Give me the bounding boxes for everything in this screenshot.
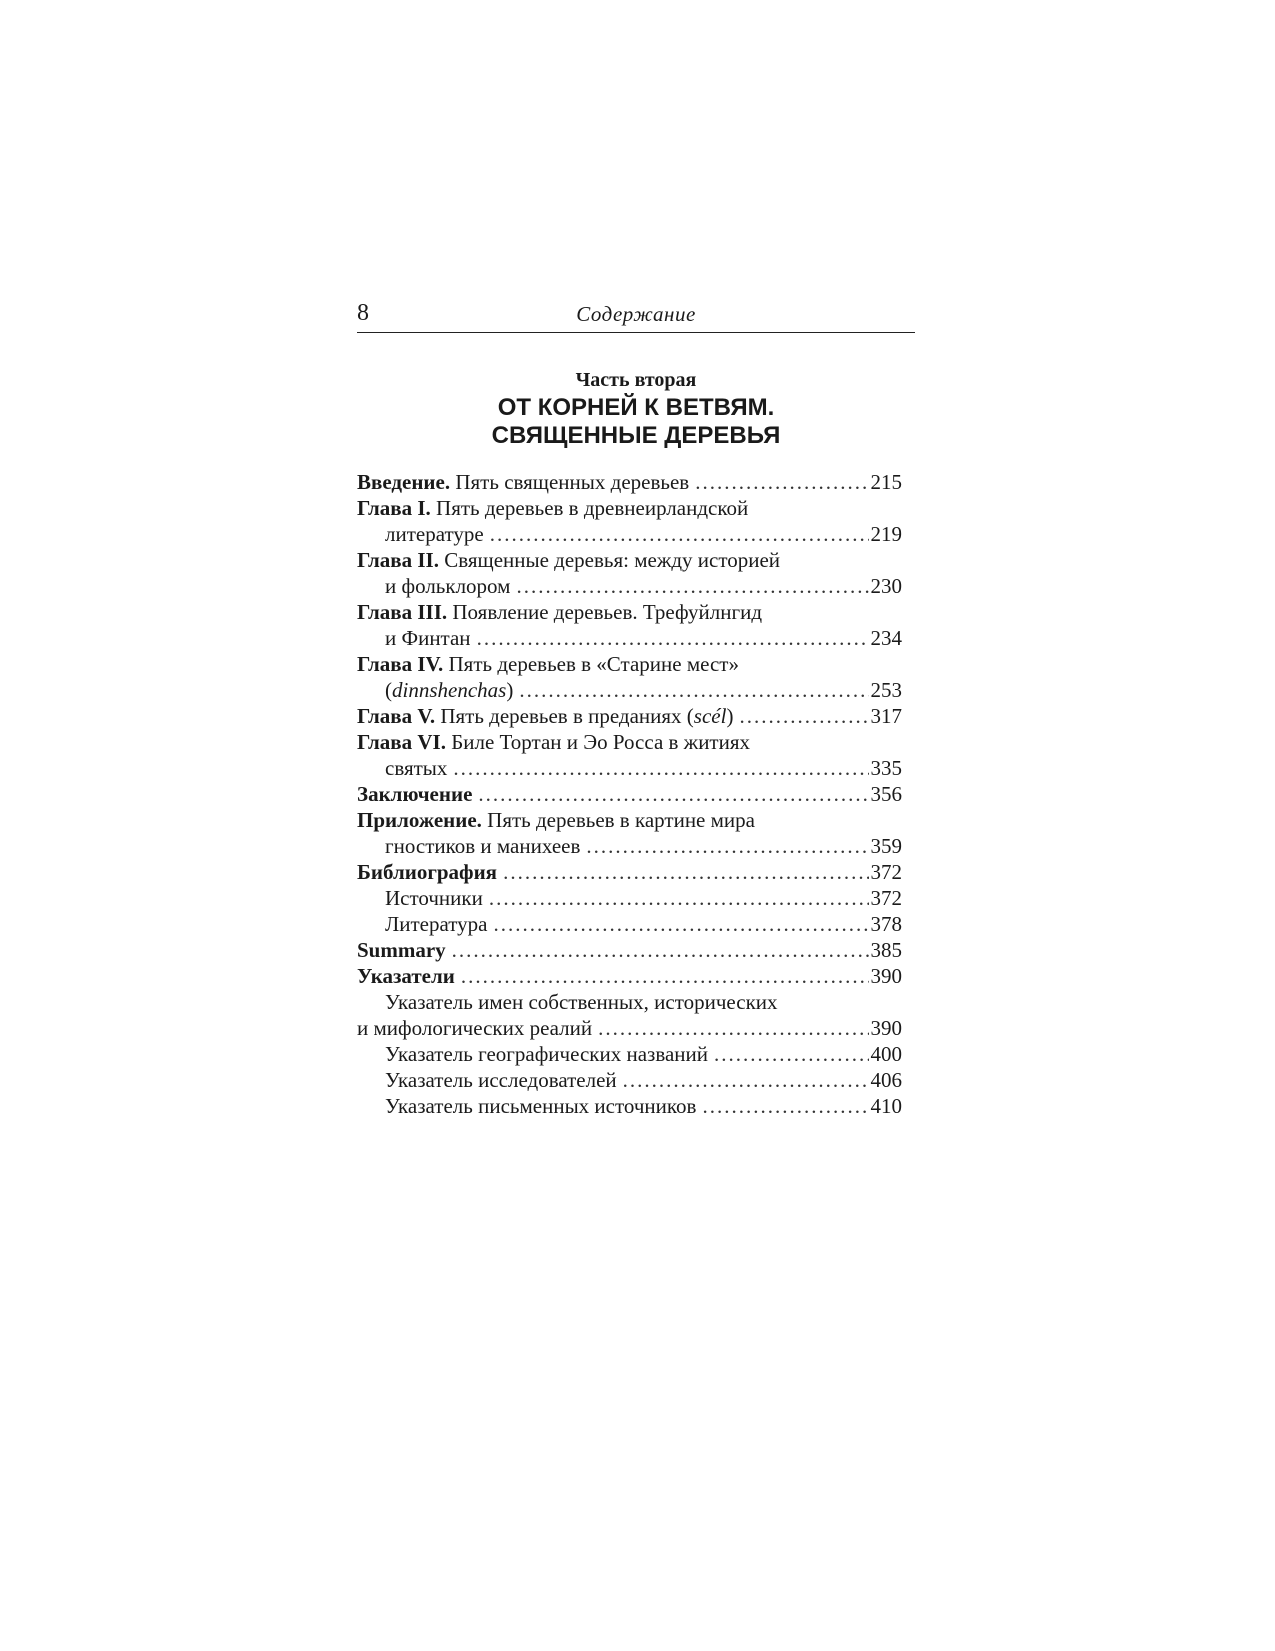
toc-entry-page: 372 [870, 886, 902, 910]
toc-entry-text: Священные деревья: между историей [438, 548, 781, 572]
toc-entry[interactable] [357, 600, 902, 626]
dot-leader [695, 470, 868, 495]
toc-entry-text: Указатель имен собственных, исторических [385, 990, 778, 1014]
toc-entry-heading: Введение. [357, 470, 451, 494]
dot-leader [489, 886, 869, 911]
toc-entry-label [357, 470, 689, 495]
toc-entry[interactable] [357, 782, 902, 808]
dot-leader [452, 938, 869, 963]
toc-entry[interactable] [357, 730, 902, 756]
toc-entry-page: 390 [870, 964, 902, 988]
toc-entry-heading: Глава III. [357, 600, 448, 624]
toc-entry-label [357, 782, 472, 807]
dot-leader [493, 912, 868, 937]
toc-entry-text: Указатель географических названий [385, 1042, 708, 1066]
toc-entry-page: 335 [870, 756, 902, 780]
toc-entry-heading: Глава I. [357, 496, 431, 520]
toc-entry-italic: dinnshenchas [392, 678, 507, 702]
toc-entry-continuation[interactable] [357, 834, 902, 860]
toc-entry-text: Пять деревьев в картине мира [481, 808, 755, 832]
toc-entry-heading: Заключение [357, 782, 473, 806]
toc-entry-text: Пять деревьев в древнеирландской [430, 496, 749, 520]
toc-entry[interactable] [357, 704, 902, 730]
dot-leader [453, 756, 868, 781]
toc-entry-text: Указатель исследователей [385, 1068, 617, 1092]
dot-leader [586, 834, 868, 859]
toc-entry[interactable] [357, 938, 902, 964]
toc-entry-heading: Приложение. [357, 808, 482, 832]
toc-entry-label [357, 860, 497, 885]
dot-leader [739, 704, 868, 729]
toc-entry-text: Источники [385, 886, 483, 910]
toc-entry-continuation[interactable] [357, 522, 902, 548]
toc-entry-text: святых [385, 756, 448, 780]
dot-leader [478, 782, 868, 807]
toc-entry-label [357, 730, 750, 755]
toc-subentry[interactable] [357, 912, 902, 938]
toc-entry-page: 219 [870, 522, 902, 546]
part-title-line-2: СВЯЩЕННЫЕ ДЕРЕВЬЯ [491, 422, 781, 449]
toc-entry-text: литературе [385, 522, 484, 546]
toc-entry-page: 230 [870, 574, 902, 598]
dot-leader [490, 522, 869, 547]
toc-entry-text: Биле Тортан и Эо Росса в житиях [445, 730, 751, 754]
toc-subentry[interactable] [357, 1094, 902, 1120]
toc-entry-continuation[interactable] [357, 574, 902, 600]
page-number: 8 [357, 300, 369, 326]
toc-entry-continuation[interactable] [357, 756, 902, 782]
dot-leader [516, 574, 868, 599]
toc-entry-heading: Глава VI. [357, 730, 446, 754]
dot-leader [503, 860, 868, 885]
toc-entry-page: 372 [870, 860, 902, 884]
toc-entry-continuation[interactable] [357, 626, 902, 652]
toc-entry-text-after: ) [506, 678, 514, 702]
toc-entry-label [357, 808, 755, 833]
toc-entry-text: ( [385, 678, 392, 702]
running-header [357, 296, 915, 333]
toc-entry-label [385, 678, 513, 703]
toc-entry[interactable] [357, 548, 902, 574]
dot-leader [702, 1094, 868, 1119]
toc-entry-text: и мифологических реалий [357, 1016, 593, 1040]
toc-entry-text: Пять деревьев в «Старине мест» [443, 652, 739, 676]
toc-entry-heading: Глава IV. [357, 652, 444, 676]
running-title: Содержание [576, 302, 696, 326]
toc-subentry[interactable] [357, 1068, 902, 1094]
toc-entry-text: гностиков и манихеев [385, 834, 581, 858]
toc-entry[interactable] [357, 652, 902, 678]
toc-entry-text: Пять деревьев в преданиях ( [435, 704, 694, 728]
toc-entry[interactable] [357, 496, 902, 522]
toc-entry-text: Появление деревьев. Трефуйлнгид [447, 600, 763, 624]
dot-leader [714, 1042, 869, 1067]
part-label: Часть вторая [575, 369, 697, 391]
part-title [357, 394, 915, 450]
toc-entry-page: 359 [870, 834, 902, 858]
dot-leader [623, 1068, 869, 1093]
toc-entry-label [357, 704, 733, 729]
toc-entry-page: 406 [870, 1068, 902, 1092]
toc-entry-page: 317 [870, 704, 902, 728]
toc-entry-text: Литература [385, 912, 488, 936]
toc-entry-page: 378 [870, 912, 902, 936]
toc-subentry-continuation[interactable] [357, 1016, 902, 1042]
toc-entry-text: и Финтан [385, 626, 471, 650]
table-of-contents [357, 470, 902, 1120]
toc-entry[interactable] [357, 964, 902, 990]
toc-subentry[interactable] [357, 886, 902, 912]
toc-subentry[interactable] [357, 990, 902, 1016]
toc-entry[interactable] [357, 808, 902, 834]
toc-entry-text: Указатель письменных источников [385, 1094, 697, 1118]
toc-entry-page: 215 [870, 470, 902, 494]
toc-entry-text: и фольклором [385, 574, 511, 598]
toc-entry-italic: scél [693, 704, 727, 728]
dot-leader [477, 626, 869, 651]
toc-entry-text-after: ) [726, 704, 734, 728]
toc-entry-label [357, 938, 446, 963]
toc-entry[interactable] [357, 470, 902, 496]
toc-entry-continuation[interactable] [357, 678, 902, 704]
toc-entry-page: 410 [870, 1094, 902, 1118]
toc-entry-heading: Глава V. [357, 704, 436, 728]
toc-entry-page: 253 [870, 678, 902, 702]
toc-entry-label [357, 548, 780, 573]
toc-entry-page: 234 [870, 626, 902, 650]
toc-entry-text: Пять священных деревьев [450, 470, 690, 494]
toc-entry-heading: Глава II. [357, 548, 439, 572]
toc-subentry[interactable] [357, 1042, 902, 1068]
toc-entry-heading: Указатели [357, 964, 455, 988]
toc-entry-page: 385 [870, 938, 902, 962]
dot-leader [461, 964, 869, 989]
toc-entry-page: 390 [870, 1016, 902, 1040]
toc-entry[interactable] [357, 860, 902, 886]
toc-entry-heading: Библиография [357, 860, 498, 884]
part-title-line-1: ОТ КОРНЕЙ К ВЕТВЯМ. [497, 394, 775, 421]
page [357, 296, 915, 1120]
toc-entry-label [357, 600, 762, 625]
toc-entry-label [357, 652, 739, 677]
toc-entry-page: 400 [870, 1042, 902, 1066]
dot-leader [598, 1016, 868, 1041]
toc-entry-heading: Summary [357, 938, 446, 962]
toc-entry-label [357, 964, 455, 989]
toc-entry-label [357, 496, 748, 521]
dot-leader [519, 678, 868, 703]
toc-entry-page: 356 [870, 782, 902, 806]
